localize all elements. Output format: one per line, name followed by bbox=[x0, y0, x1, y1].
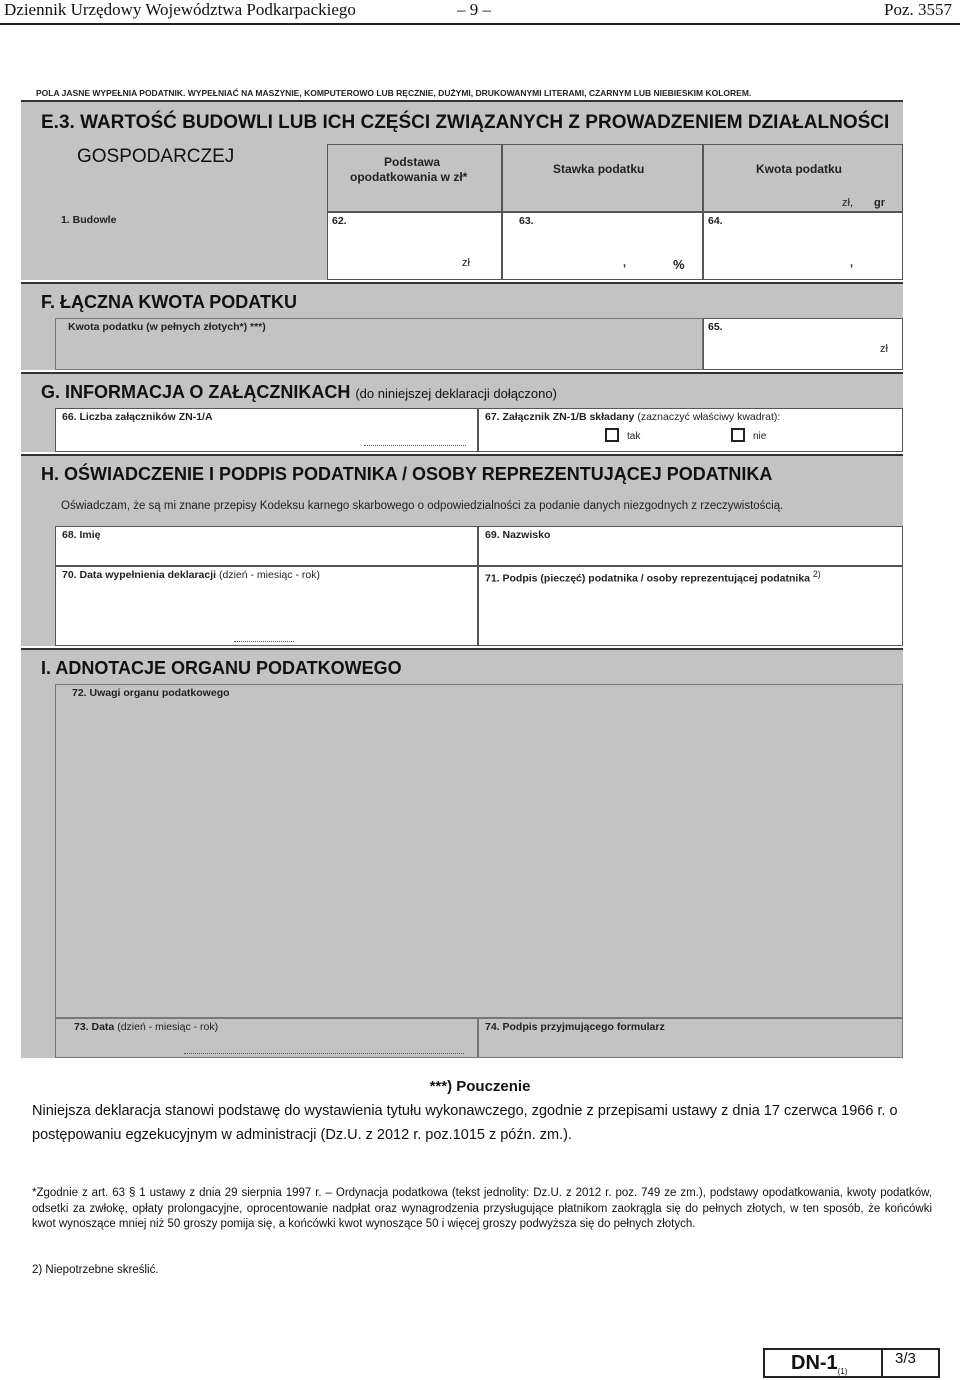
checkbox-tak-label: tak bbox=[627, 431, 641, 442]
field-73-label-text: 73. Data bbox=[74, 1021, 115, 1033]
fill-instruction: POLA JASNE WYPEŁNIA PODATNIK. WYPEŁNIAĆ NA MASZYNIE, KOMPUTEROWO LUB RĘCZNIE, DUŻYMI, DRUKOWANYMI LITERAMI, CZARNYM LUB NIEBIESKIM KOLOREM. bbox=[36, 88, 752, 98]
section-h bbox=[21, 454, 903, 646]
field-71-label-text: 71. Podpis (pieczęć) podatnika / osoby reprezentującej podatnika bbox=[485, 572, 810, 585]
form-code-text: DN-1 bbox=[791, 1352, 838, 1374]
field-67-attachment-zn1b bbox=[478, 408, 903, 452]
field-64-separator: , bbox=[850, 257, 854, 269]
column-header-rate-label: Stawka podatku bbox=[553, 162, 645, 176]
field-70-label bbox=[62, 569, 320, 581]
section-h-title: H. OŚWIADCZENIE I PODPIS PODATNIKA / OSOBY REPREZENTUJĄCEJ PODATNIKA bbox=[41, 464, 773, 484]
form-version: (1) bbox=[837, 1367, 848, 1376]
form-code bbox=[765, 1350, 883, 1376]
section-g-title-text: G. INFORMACJA O ZAŁĄCZNIKACH bbox=[41, 382, 351, 402]
row-label-budowle: 1. Budowle bbox=[61, 214, 117, 226]
section-i bbox=[21, 648, 903, 1058]
checkbox-tak[interactable] bbox=[605, 428, 619, 442]
section-e3-title-cont: GOSPODARCZEJ bbox=[77, 146, 235, 167]
field-65-total[interactable] bbox=[703, 318, 903, 370]
field-66-dotted-line bbox=[364, 445, 466, 446]
field-64-number: 64. bbox=[708, 215, 723, 227]
checkbox-nie-label: nie bbox=[753, 431, 767, 442]
field-73-hint: (dzień - miesiąc - rok) bbox=[117, 1021, 219, 1033]
footnote-rounding: *Zgodnie z art. 63 § 1 ustawy z dnia 29 sierpnia 1997 r. – Ordynacja podatkowa (tekst jednolity: Dz.U. z 2012 r. poz. 749 ze zm.), podstawy opodatkowania, kwoty podatków, odsetki za zwłokę, opłaty prolongacyjne, oprocentowanie nadpłat oraz wynagrodzenia przysługujące płatnikom zaokrągla się do pełnych złotych, w ten sposób, że końcówki kwot wynoszące mniej niż 50 groszy pomija się, a końcówki kwot wynoszące 50 i więcej groszy podwyższa się do pełnych złotych. bbox=[32, 1187, 932, 1230]
field-70-label-text: 70. Data wypełnienia deklaracji bbox=[62, 569, 217, 581]
position-number: Poz. 3557 bbox=[884, 0, 952, 19]
field-69-label: 69. Nazwisko bbox=[485, 529, 551, 541]
declaration-statement: Oświadczam, że są mi znane przepisy Kodeksu karnego skarbowego o odpowiedzialności za podanie danych niezgodnych z rzeczywistością. bbox=[61, 500, 784, 512]
field-73-label bbox=[74, 1021, 218, 1033]
pouczenie-text: Niniejsza deklaracja stanowi podstawę do wystawienia tytułu wykonawczego, zgodnie z przepisami ustawy z dnia 17 czerwca 1966 r. o postępowaniu egzekucyjnym w administracji (Dz.U. z 2012 r. poz.1015 z późn. zm.). bbox=[32, 1103, 898, 1143]
column-header-base-label-2: opodatkowania w zł* bbox=[350, 170, 468, 184]
section-g-subtitle: (do niniejszej deklaracji dołączono) bbox=[355, 386, 557, 401]
column-header-amount-label: Kwota podatku bbox=[756, 162, 842, 176]
field-63-rate[interactable] bbox=[502, 212, 703, 280]
field-71-footnote-ref: 2) bbox=[812, 569, 821, 579]
form-id-box bbox=[763, 1348, 940, 1378]
field-68-first-name[interactable] bbox=[55, 526, 478, 566]
field-72-remarks bbox=[55, 684, 903, 1018]
field-73-date bbox=[55, 1018, 478, 1058]
field-67-label bbox=[485, 411, 780, 423]
footnote-delete: 2) Niepotrzebne skreślić. bbox=[32, 1264, 159, 1276]
field-64-unit-gr: gr bbox=[874, 197, 885, 209]
journal-title: Dziennik Urzędowy Województwa Podkarpackiego bbox=[4, 0, 356, 19]
field-62-number: 62. bbox=[332, 215, 347, 227]
column-header-base bbox=[327, 144, 502, 212]
field-66-label: 66. Liczba załączników ZN-1/A bbox=[62, 411, 213, 423]
form-page: 3/3 bbox=[895, 1350, 916, 1367]
field-66-attachments-count[interactable] bbox=[55, 408, 478, 452]
row-label-cell bbox=[55, 212, 327, 280]
section-i-title: I. ADNOTACJE ORGANU PODATKOWEGO bbox=[41, 658, 402, 678]
field-73-dotted-line bbox=[184, 1053, 464, 1054]
field-69-last-name[interactable] bbox=[478, 526, 903, 566]
field-70-hint: (dzień - miesiąc - rok) bbox=[219, 569, 320, 581]
field-70-fill-date[interactable] bbox=[55, 566, 478, 646]
total-tax-label-cell bbox=[55, 318, 703, 370]
field-71-label bbox=[485, 569, 821, 585]
section-e3 bbox=[21, 100, 903, 280]
field-72-label: 72. Uwagi organu podatkowego bbox=[72, 687, 230, 699]
field-68-label: 68. Imię bbox=[62, 529, 101, 541]
field-62-base[interactable] bbox=[327, 212, 502, 280]
field-67-label-text: 67. Załącznik ZN-1/B składany bbox=[485, 411, 635, 423]
column-header-base-label: Podstawa bbox=[384, 155, 441, 169]
field-64-unit-zl: zł, bbox=[842, 197, 853, 209]
field-63-number: 63. bbox=[519, 215, 534, 227]
field-62-unit: zł bbox=[462, 257, 470, 269]
field-63-separator: , bbox=[623, 257, 627, 269]
percent-sign: % bbox=[673, 257, 685, 272]
pouczenie-title: ***) Pouczenie bbox=[429, 1078, 531, 1095]
field-71-signature[interactable] bbox=[478, 566, 903, 646]
field-70-dotted-line bbox=[234, 641, 294, 642]
section-g bbox=[21, 372, 903, 452]
field-65-number: 65. bbox=[708, 321, 723, 333]
field-64-amount[interactable] bbox=[703, 197, 903, 280]
field-74-receiver-signature bbox=[478, 1018, 903, 1058]
total-tax-label: Kwota podatku (w pełnych złotych*) ***) bbox=[68, 321, 266, 333]
section-g-title bbox=[41, 382, 557, 403]
field-74-label: 74. Podpis przyjmującego formularz bbox=[485, 1021, 665, 1033]
section-f bbox=[21, 282, 903, 370]
section-f-title: F. ŁĄCZNA KWOTA PODATKU bbox=[41, 292, 297, 312]
section-e3-title: E.3. WARTOŚĆ BUDOWLI LUB ICH CZĘŚCI ZWIĄZANYCH Z PROWADZENIEM DZIAŁALNOŚCI bbox=[41, 112, 890, 133]
page-number: – 9 – bbox=[457, 0, 491, 19]
column-header-amount bbox=[703, 144, 903, 212]
checkbox-nie[interactable] bbox=[731, 428, 745, 442]
column-header-rate bbox=[502, 144, 703, 212]
field-67-hint: (zaznaczyć właściwy kwadrat): bbox=[637, 411, 781, 423]
field-65-unit: zł bbox=[880, 343, 888, 355]
page-header bbox=[0, 0, 960, 25]
